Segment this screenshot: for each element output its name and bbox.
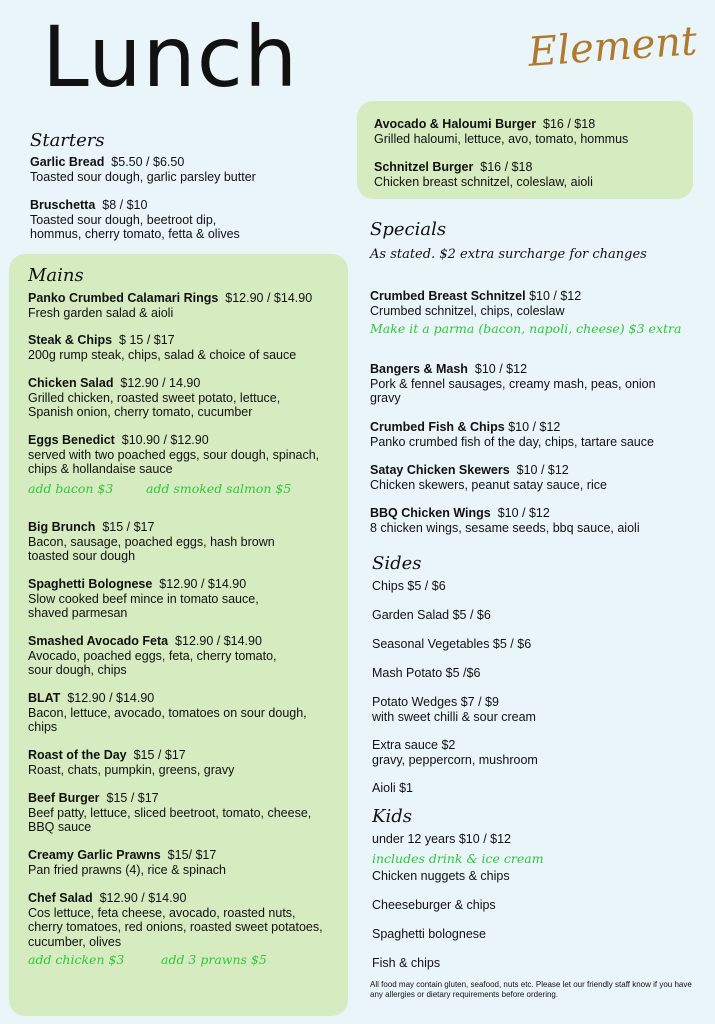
item-price: $10 / $12 <box>508 420 561 434</box>
item-desc: Spanish onion, cherry tomato, cucumber <box>28 405 253 419</box>
kids-item: Fish & chips <box>372 956 441 970</box>
menu-item <box>370 506 640 535</box>
side-item: Aioli $1 <box>372 781 413 795</box>
side-item <box>372 738 538 767</box>
item-name: Creamy Garlic Prawns <box>28 848 161 862</box>
menu-item <box>374 117 628 146</box>
item-name: Beef Burger <box>28 791 100 805</box>
sides-heading: Sides <box>372 553 422 574</box>
item-price: $15 / $17 <box>102 520 155 534</box>
menu-item <box>28 791 311 835</box>
menu-item <box>28 848 226 877</box>
menu-item <box>28 433 319 477</box>
kids-price: under 12 years $10 / $12 <box>372 832 511 846</box>
menu-item <box>30 155 256 184</box>
allergy-disclaimer: All food may contain gluten, seafood, nuts etc. Please let our friendly staff know if you have any allergies or dietary requirements before ordering. <box>370 980 692 999</box>
specials-heading: Specials <box>370 219 447 240</box>
item-price: $10 / $12 <box>516 463 569 477</box>
side-desc: gravy, peppercorn, mushroom <box>372 752 538 767</box>
item-name: Roast of the Day <box>28 748 127 762</box>
menu-item <box>28 333 296 362</box>
item-price: $15 / $17 <box>133 748 186 762</box>
item-desc: Panko crumbed fish of the day, chips, tartare sauce <box>370 434 654 449</box>
item-desc: 200g rump steak, chips, salad & choice of sauce <box>28 347 297 362</box>
parma-note: Make it a parma (bacon, napoli, cheese) $3 extra <box>370 321 682 336</box>
side-name: Potato Wedges $7 / $9 <box>372 695 499 709</box>
menu-item <box>28 691 307 735</box>
item-price: $16 / $18 <box>480 160 533 174</box>
item-name: Avocado & Haloumi Burger <box>374 117 537 131</box>
item-desc: sour dough, chips <box>28 663 127 677</box>
item-price: $10 / $12 <box>474 362 528 376</box>
item-price: $12.90 / $14.90 <box>159 577 247 591</box>
item-desc: 8 chicken wings, sesame seeds, bbq sauce, aioli <box>370 520 640 535</box>
item-desc: Toasted sour dough, beetroot dip, <box>30 212 217 227</box>
item-name: Bruschetta <box>30 198 96 212</box>
item-desc: Pork & fennel sausages, creamy mash, peas, onion <box>370 376 656 391</box>
item-price: $12.90 / $14.90 <box>67 691 155 705</box>
item-price: $10 / $12 <box>529 289 582 303</box>
menu-item <box>30 198 240 242</box>
addon-note: add bacon $3 <box>28 481 114 496</box>
item-price: $ 15 / $17 <box>119 333 175 347</box>
item-desc: chips <box>28 720 58 734</box>
side-item: Mash Potato $5 /$6 <box>372 666 481 680</box>
item-desc: Crumbed schnitzel, chips, coleslaw <box>370 303 565 318</box>
item-name: Chef Salad <box>28 891 93 905</box>
menu-item <box>370 362 656 406</box>
side-item: Chips $5 / $6 <box>372 579 446 593</box>
addon-note: add chicken $3 <box>28 952 125 967</box>
addon-note: add smoked salmon $5 <box>146 481 292 496</box>
item-price: $8 / $10 <box>102 198 148 212</box>
item-desc: Pan fried prawns (4), rice & spinach <box>28 862 227 877</box>
kids-item: Cheeseburger & chips <box>372 898 496 912</box>
item-price: $10.90 / $12.90 <box>121 433 209 447</box>
menu-item <box>28 891 323 949</box>
item-desc: Bacon, lettuce, avocado, tomatoes on sour dough, <box>28 705 307 720</box>
side-name: Extra sauce $2 <box>372 738 456 752</box>
item-name: Chicken Salad <box>28 376 114 390</box>
item-desc: Chicken breast schnitzel, coleslaw, aioli <box>374 174 593 189</box>
starters-heading: Starters <box>30 130 105 151</box>
item-name: Bangers & Mash <box>370 362 468 376</box>
item-desc: Beef patty, lettuce, sliced beetroot, tomato, cheese, <box>28 805 312 820</box>
item-name: Spaghetti Bolognese <box>28 577 153 591</box>
item-desc: served with two poached eggs, sour dough, spinach, <box>28 447 320 462</box>
kids-heading: Kids <box>372 806 412 827</box>
item-price: $12.90 / 14.90 <box>120 376 201 390</box>
side-item <box>372 695 536 724</box>
menu-item <box>28 634 277 678</box>
kids-note: includes drink & ice cream <box>372 851 544 866</box>
item-name: BLAT <box>28 691 61 705</box>
item-name: BBQ Chicken Wings <box>370 506 491 520</box>
item-price: $12.90 / $14.90 <box>175 634 262 648</box>
item-name: Steak & Chips <box>28 333 113 347</box>
item-name: Crumbed Breast Schnitzel <box>370 289 526 303</box>
item-price: $12.90 / $14.90 <box>99 891 187 905</box>
kids-item: Chicken nuggets & chips <box>372 869 510 883</box>
item-desc: Cos lettuce, feta cheese, avocado, roasted nuts, <box>28 905 296 920</box>
item-desc: Grilled haloumi, lettuce, avo, tomato, hommus <box>374 131 629 146</box>
item-desc: shaved parmesan <box>28 606 128 620</box>
menu-item <box>370 289 581 318</box>
brand-logo: Element <box>526 18 699 76</box>
item-desc: Avocado, poached eggs, feta, cherry tomato, <box>28 648 277 663</box>
item-desc: Fresh garden salad & aioli <box>28 305 174 320</box>
item-name: Smashed Avocado Feta <box>28 634 169 648</box>
mains-heading: Mains <box>28 265 84 286</box>
menu-item <box>28 748 234 777</box>
item-desc: Roast, chats, pumpkin, greens, gravy <box>28 762 235 777</box>
menu-item <box>374 160 593 189</box>
item-desc: Slow cooked beef mince in tomato sauce, <box>28 591 259 606</box>
item-desc: cherry tomatoes, red onions, roasted sweet potatoes, <box>28 920 323 934</box>
item-desc: chips & hollandaise sauce <box>28 462 173 476</box>
item-price: $5.50 / $6.50 <box>111 155 185 169</box>
menu-item <box>28 376 280 420</box>
item-desc: Grilled chicken, roasted sweet potato, lettuce, <box>28 390 281 405</box>
item-name: Panko Crumbed Calamari Rings <box>28 291 219 305</box>
side-item: Seasonal Vegetables $5 / $6 <box>372 637 532 651</box>
item-price: $16 / $18 <box>543 117 596 131</box>
item-desc: BBQ sauce <box>28 820 92 834</box>
page-title: Lunch <box>42 8 299 106</box>
menu-item <box>370 463 607 492</box>
specials-subtitle: As stated. $2 extra surcharge for changes <box>370 247 647 262</box>
item-desc: Bacon, sausage, poached eggs, hash brown <box>28 534 275 549</box>
item-name: Schnitzel Burger <box>374 160 474 174</box>
item-price: $15 / $17 <box>106 791 159 805</box>
menu-item <box>28 520 275 564</box>
item-price: $10 / $12 <box>497 506 550 520</box>
item-name: Big Brunch <box>28 520 96 534</box>
addon-note: add 3 prawns $5 <box>161 952 267 967</box>
item-desc: toasted sour dough <box>28 549 136 563</box>
menu-item <box>370 420 654 449</box>
item-price: $15/ $17 <box>167 848 217 862</box>
item-desc: hommus, cherry tomato, fetta & olives <box>30 227 240 241</box>
item-name: Satay Chicken Skewers <box>370 463 510 477</box>
item-desc: gravy <box>370 391 401 405</box>
side-desc: with sweet chilli & sour cream <box>372 709 536 724</box>
item-name: Eggs Benedict <box>28 433 115 447</box>
item-price: $12.90 / $14.90 <box>225 291 313 305</box>
kids-item: Spaghetti bolognese <box>372 927 486 941</box>
item-name: Garlic Bread <box>30 155 105 169</box>
item-desc: Toasted sour dough, garlic parsley butter <box>30 169 256 184</box>
item-name: Crumbed Fish & Chips <box>370 420 505 434</box>
menu-item <box>28 291 312 320</box>
item-desc: cucumber, olives <box>28 934 122 949</box>
side-item: Garden Salad $5 / $6 <box>372 608 491 622</box>
menu-item <box>28 577 259 621</box>
item-desc: Chicken skewers, peanut satay sauce, rice <box>370 477 607 492</box>
